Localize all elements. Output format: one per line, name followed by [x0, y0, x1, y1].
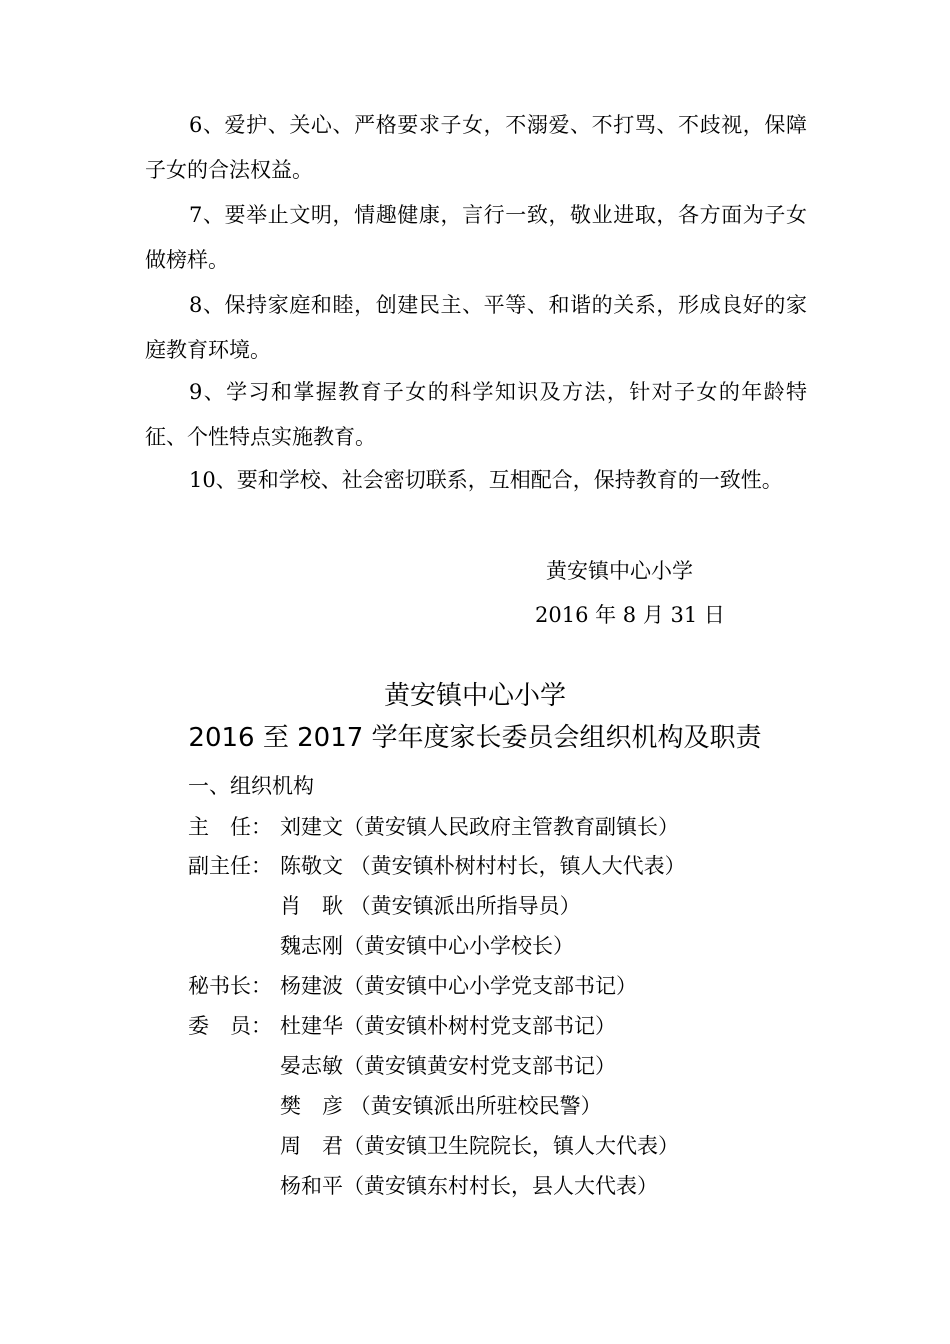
document-title-line2: 2016 至 2017 学年度家长委员会组织机构及职责 [188, 723, 762, 753]
section-heading: 一、组织机构 [188, 774, 314, 798]
roster-member: 杨建波（黄安镇中心小学党支部书记） [280, 974, 637, 998]
list-item: 8、保持家庭和睦，创建民主、平等、和谐的关系，形成良好的家庭教育环境。 [145, 293, 807, 362]
roster-member: 周 君（黄安镇卫生院院长，镇人大代表） [280, 1134, 679, 1158]
roster-role: 秘书长： [188, 974, 272, 998]
signature-date: 2016 年 8 月 31 日 [535, 603, 725, 627]
roster-member: 杜建华（黄安镇朴树村党支部书记） [280, 1014, 616, 1038]
roster-member: 杨和平（黄安镇东村村长，县人大代表） [280, 1174, 658, 1198]
roster-role: 委 员： [188, 1014, 272, 1038]
list-item: 6、爱护、关心、严格要求子女，不溺爱、不打骂、不歧视，保障子女的合法权益。 [145, 113, 807, 182]
roster-member: 晏志敏（黄安镇黄安村党支部书记） [280, 1054, 616, 1078]
roster-member: 刘建文（黄安镇人民政府主管教育副镇长） [280, 815, 679, 839]
document-title-line1: 黄安镇中心小学 [383, 681, 566, 711]
list-item: 10、要和学校、社会密切联系，互相配合，保持教育的一致性。 [189, 468, 783, 492]
roster-member: 肖 耿 （黄安镇派出所指导员） [280, 894, 581, 918]
roster-role: 主 任： [188, 815, 272, 839]
roster-member: 魏志刚（黄安镇中心小学校长） [280, 934, 574, 958]
roster-role: 副主任： [188, 854, 272, 878]
list-item: 7、要举止文明，情趣健康，言行一致，敬业进取，各方面为子女做榜样。 [145, 203, 807, 272]
signature-organization: 黄安镇中心小学 [546, 559, 693, 583]
roster-member: 陈敬文 （黄安镇朴树村村长，镇人大代表） [280, 854, 686, 878]
list-item: 9、学习和掌握教育子女的科学知识及方法，针对子女的年龄特征、个性特点实施教育。 [145, 380, 807, 449]
roster-member: 樊 彦 （黄安镇派出所驻校民警） [280, 1094, 602, 1118]
